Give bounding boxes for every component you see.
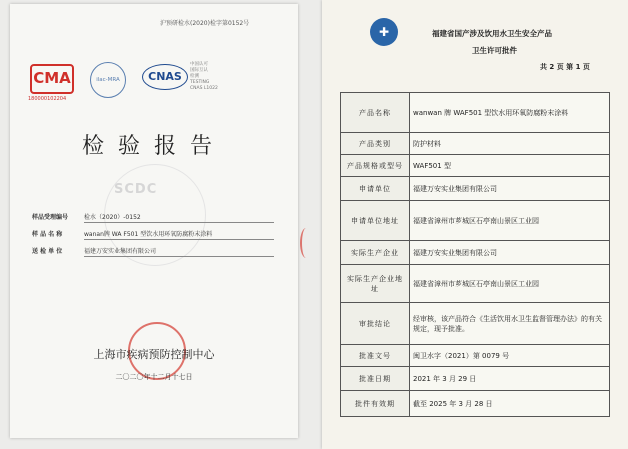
report-title: 检验报告 (81, 134, 226, 159)
table-row: 审批结论 经审核，该产品符合《生活饮用水卫生监督管理办法》的有关规定，现予批准。 (341, 303, 610, 345)
issuing-organization: 上海市疾病预防控制中心 (93, 348, 215, 361)
cma-logo: CMA (30, 64, 74, 94)
table-row: 申请单位 福建万安实业集团有限公司 (341, 177, 610, 201)
table-row: 产品名称 wanwan 牌 WAF501 型饮水用环氧防腐粉末涂料 (341, 93, 610, 133)
table-row: 批准日期 2021 年 3 月 29 日 (341, 367, 610, 391)
stamp-edge-mark (300, 228, 312, 258)
table-row: 批准文号 闽卫水字（2021）第 0079 号 (341, 345, 610, 367)
field-sample-id: 样品受理编号 检水（2020）-0152 (32, 212, 274, 223)
page-info: 共 2 页 第 1 页 (540, 63, 590, 71)
hygiene-permit-document (322, 0, 628, 449)
table-row: 实际生产企业地址 福建省漳州市芗城区石亭南山景区工业园 (341, 265, 610, 303)
test-report-document (10, 4, 298, 438)
permit-table (340, 92, 610, 417)
table-row: 批件有效期 截至 2025 年 3 月 28 日 (341, 391, 610, 417)
health-commission-emblem-icon: ✚ (370, 18, 398, 46)
report-reference-number: 沪预研检水(2020)检字第0152号 (160, 20, 250, 27)
report-date: 二〇二〇年十二月十七日 (115, 373, 193, 381)
field-submitting-unit: 送 检 单 位 福建万安实业集团有限公司 (32, 246, 274, 257)
table-row: 申请单位地址 福建省漳州市芗城区石亭南山景区工业园 (341, 201, 610, 241)
cma-number: 180000102204 (28, 96, 67, 102)
table-row: 产品类别 防护材料 (341, 133, 610, 155)
permit-title: 福建省国产涉及饮用水卫生安全产品 (432, 29, 552, 38)
cnas-caption: 中国认可 国际互认 检测 TESTING CNAS L1022 (190, 62, 218, 91)
field-sample-name: 样 品 名 称 wanan牌 WA F501 型饮水用环氧防腐粉末涂料 (32, 229, 274, 240)
permit-subtitle: 卫生许可批件 (472, 46, 517, 55)
ilac-mra-logo: ilac-MRA (90, 62, 126, 98)
cnas-logo: CNAS (142, 64, 188, 90)
scdc-watermark: SCDC (114, 182, 158, 197)
table-row: 产品规格或型号 WAF501 型 (341, 155, 610, 177)
table-row: 实际生产企业 福建万安实业集团有限公司 (341, 241, 610, 265)
